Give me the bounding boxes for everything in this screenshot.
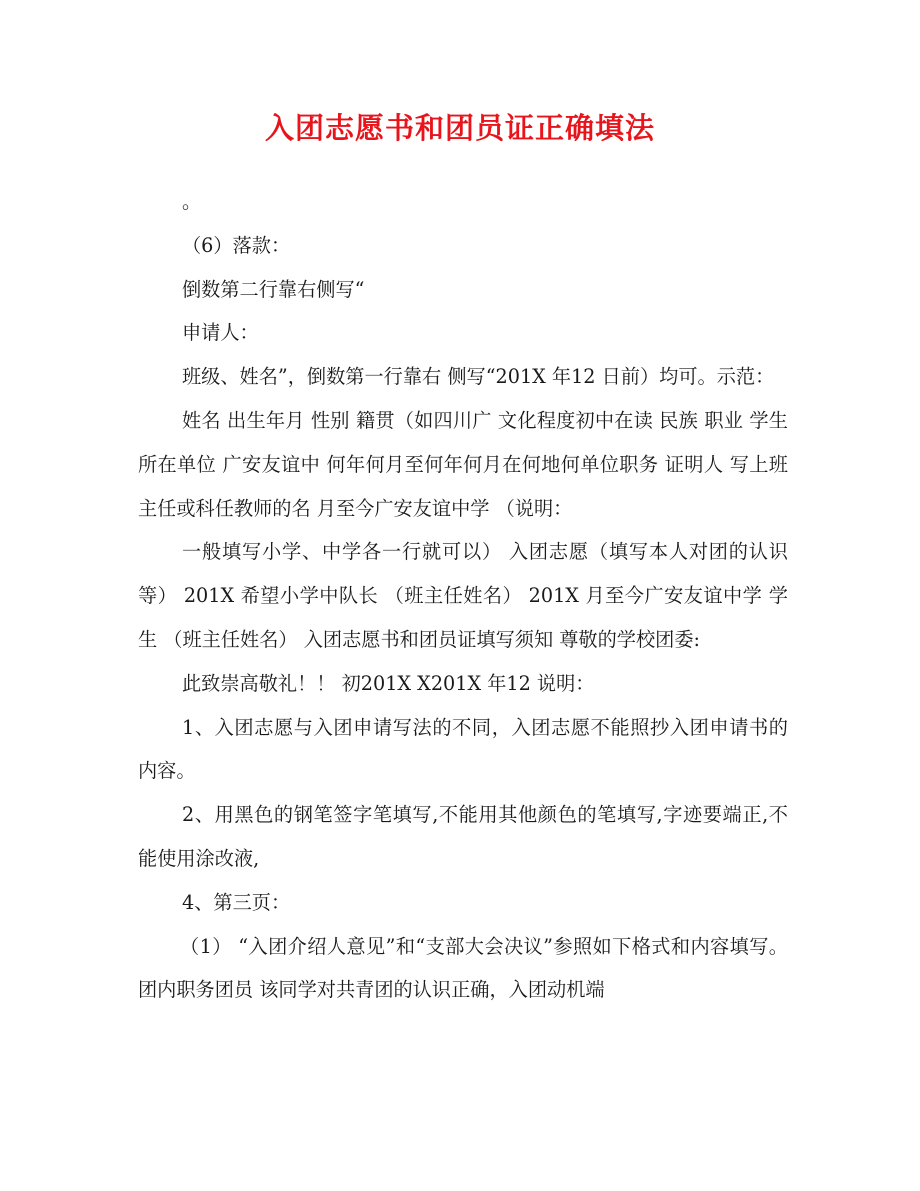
paragraph-7: 一般填写小学、中学各一行就可以） 入团志愿（填写本人对团的认识等） 201X 希望小学中队长 （班主任姓名） 201X 月至今广安友谊中学 学生 （班主任姓名） 入团志愿书和团员证填写须知 尊敬的学校团委:	[138, 540, 788, 651]
paragraph-1: 。	[182, 190, 202, 213]
paragraph-9: 1、入团志愿与入团申请写法的不同，入团志愿不能照抄入团申请书的内容。	[138, 715, 788, 783]
paragraph-5: 班级、姓名”，倒数第一行靠右 侧写“201X 年12 日前）均可。示范：	[182, 365, 775, 389]
paragraph-8: 此致崇高敬礼！！ 初201X X201X 年12 说明：	[182, 671, 595, 695]
paragraph-10: 2、用黑色的钢笔签字笔填写,不能用其他颜色的笔填写,字迹要端正,不能使用涂改液,	[138, 803, 788, 870]
paragraph-11: 4、第三页：	[182, 890, 291, 914]
document-title: 入团志愿书和团员证正确填法	[264, 111, 655, 145]
paragraph-4: 申请人：	[182, 321, 259, 345]
paragraph-12: （1） “入团介绍人意见”和“支部大会决议”参照如下格式和内容填写。团内职务团员 该同学对共青团的认识正确，入团动机端	[138, 934, 788, 1002]
paragraph-2: （6）落款：	[182, 233, 291, 257]
paragraph-3: 倒数第二行靠右侧写“	[182, 277, 365, 301]
document-body	[138, 180, 795, 1012]
paragraph-6: 姓名 出生年月 性别 籍贯（如四川广 文化程度初中在读 民族 职业 学生 所在单位 广安友谊中 何年何月至何年何月在何地何单位职务 证明人 写上班主任或科任教师的名 月至今广安友谊中学 （说明：	[138, 408, 795, 520]
